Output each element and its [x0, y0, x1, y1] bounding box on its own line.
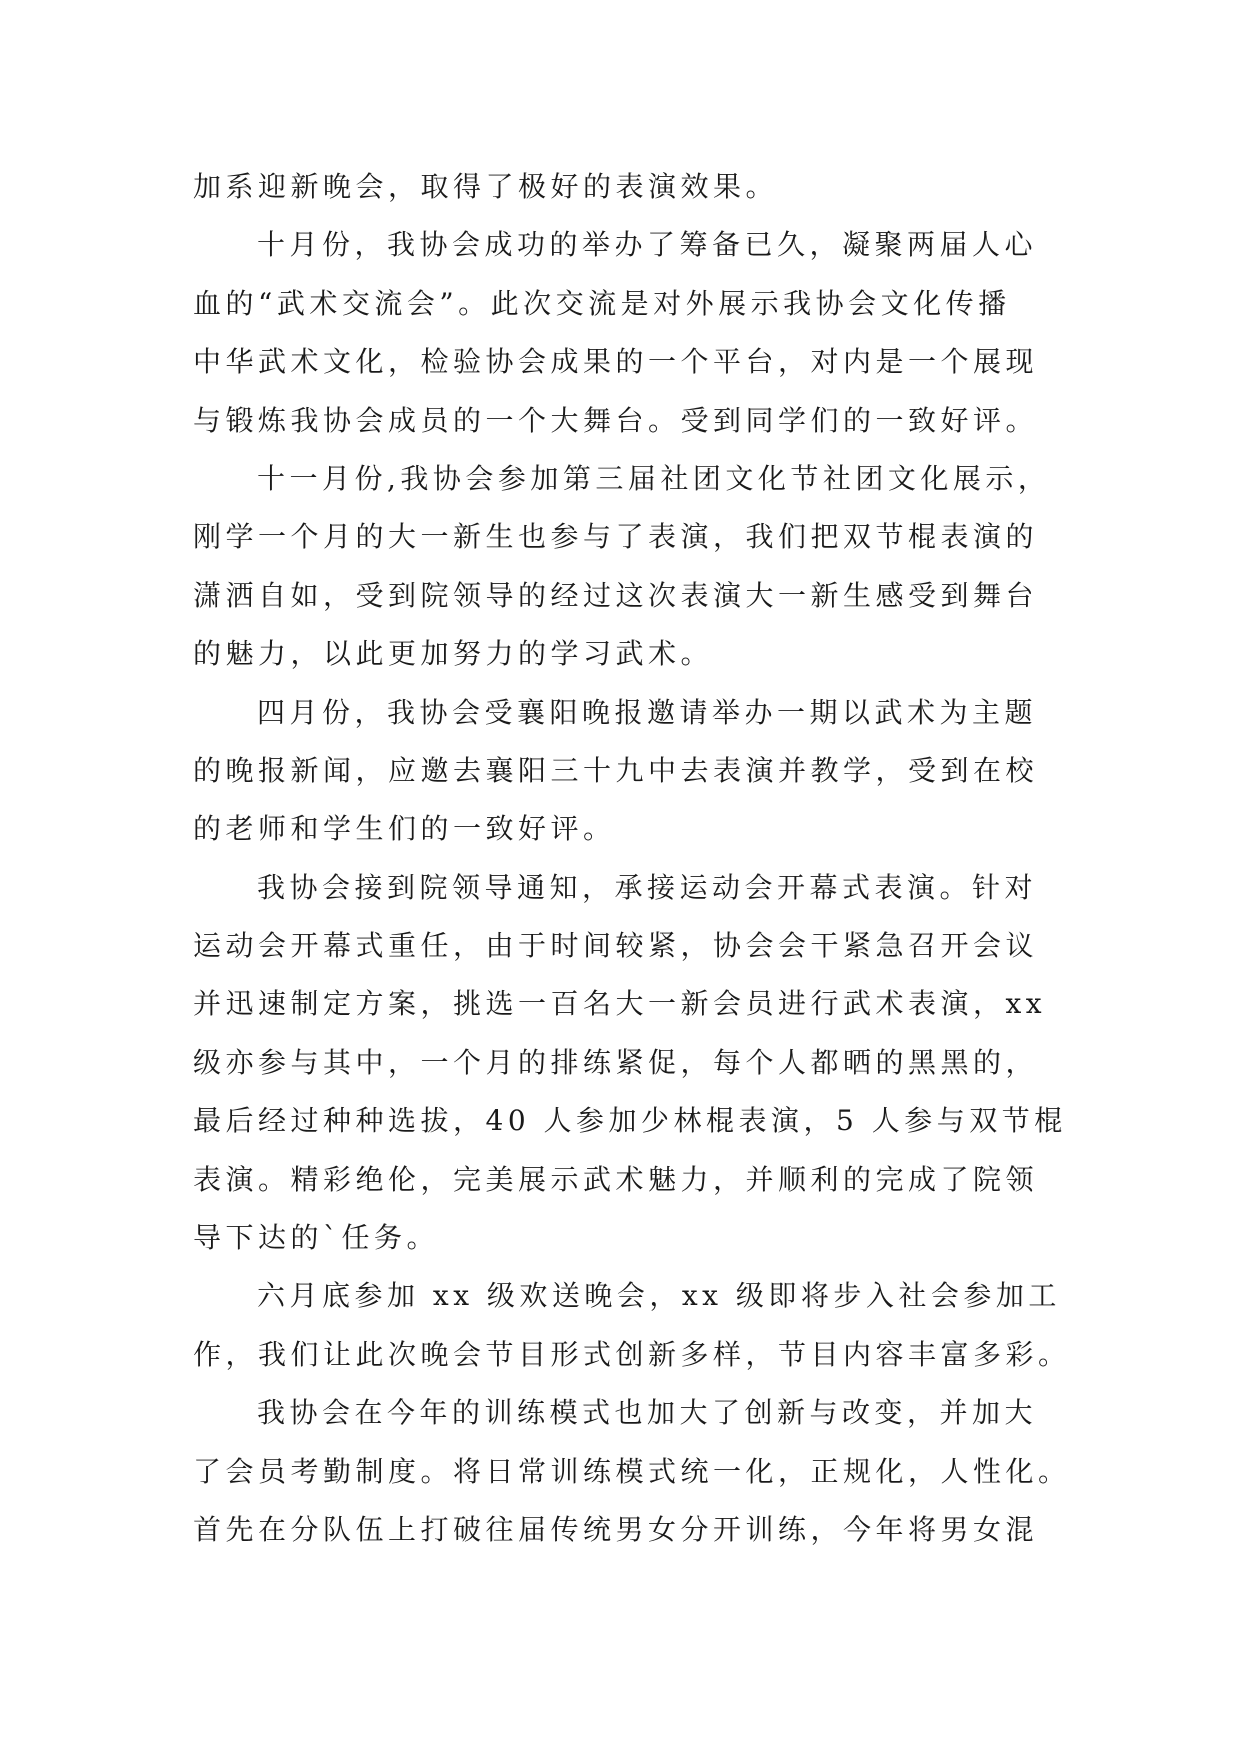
text-line: 作，我们让此次晚会节目形式创新多样，节目内容丰富多彩。	[193, 1337, 1071, 1371]
document-body	[193, 158, 1071, 1559]
paragraph	[193, 684, 1053, 859]
text-line: 的老师和学生们的一致好评。	[193, 812, 616, 846]
text-line: 的晚报新闻，应邀去襄阳三十九中去表演并教学，受到在校	[193, 753, 1039, 787]
text-line: 中华武术文化，检验协会成果的一个平台，对内是一个展现	[193, 345, 1039, 379]
text-line: 血的“武术交流会”。此次交流是对外展示我协会文化传播	[193, 286, 1011, 320]
text-line: 刚学一个月的大一新生也参与了表演，我们把双节棍表演的	[193, 520, 1039, 554]
paragraph	[193, 859, 1067, 1268]
text-line: 首先在分队伍上打破往届传统男女分开训练，今年将男女混	[193, 1512, 1039, 1546]
text-line: 潇洒自如，受到院领导的经过这次表演大一新生感受到舞台	[193, 578, 1039, 612]
paragraph	[193, 450, 1053, 684]
text-line: 十月份，我协会成功的举办了筹备已久，凝聚两届人心	[257, 228, 1038, 262]
text-line: 并迅速制定方案，挑选一百名大一新会员进行武术表演，xx	[193, 987, 1047, 1021]
text-line: 加系迎新晚会，取得了极好的表演效果。	[193, 170, 779, 203]
text-line: 运动会开幕式重任，由于时间较紧，协会会干紧急召开会议	[193, 929, 1039, 963]
text-line: 最后经过种种选拔，40 人参加少林棍表演，5 人参与双节棍	[193, 1104, 1067, 1138]
text-line: 六月底参加 xx 级欢送晚会，xx 级即将步入社会参加工	[257, 1279, 1061, 1313]
paragraph	[193, 158, 1053, 216]
text-line: 我协会接到院领导通知，承接运动会开幕式表演。针对	[257, 870, 1038, 904]
text-line: 导下达的`任务。	[193, 1221, 440, 1255]
text-line: 的魅力，以此更加努力的学习武术。	[193, 637, 714, 671]
paragraph	[193, 216, 1053, 450]
text-line: 与锻炼我协会成员的一个大舞台。受到同学们的一致好评。	[193, 403, 1039, 437]
text-line: 四月份，我协会受襄阳晚报邀请举办一期以武术为主题	[257, 695, 1038, 729]
text-line: 了会员考勤制度。将日常训练模式统一化，正规化，人性化。	[193, 1454, 1071, 1488]
text-line: 我协会在今年的训练模式也加大了创新与改变，并加大	[257, 1396, 1038, 1430]
paragraph	[193, 1267, 1071, 1384]
text-line: 表演。精彩绝伦，完美展示武术魅力，并顺利的完成了院领	[193, 1162, 1039, 1196]
text-line: 级亦参与其中，一个月的排练紧促，每个人都晒的黑黑的，	[193, 1045, 1039, 1079]
text-line: 十一月份,我协会参加第三届社团文化节社团文化展示，	[257, 461, 1051, 495]
paragraph	[193, 1384, 1071, 1559]
